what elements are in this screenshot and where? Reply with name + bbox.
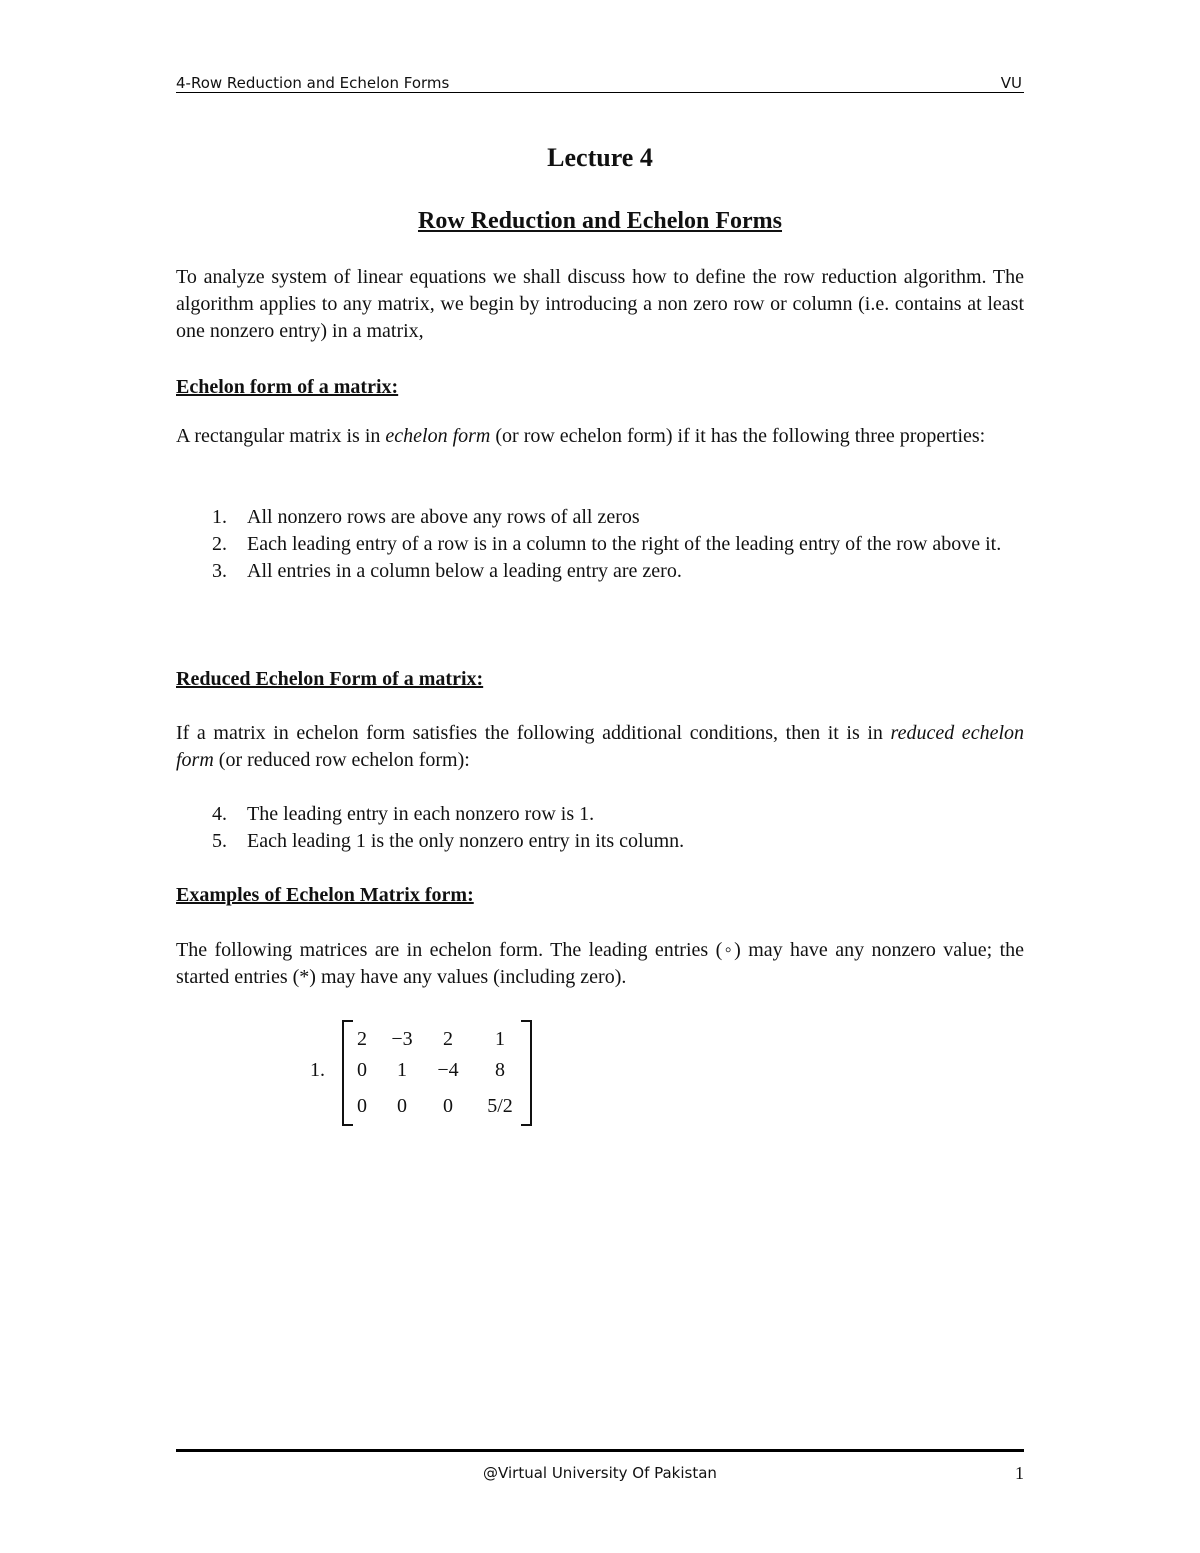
list-text: All entries in a column below a leading entry are zero. [247, 560, 682, 582]
header-vu: VU [1000, 74, 1022, 92]
echelon-lead-rest: (or row echelon form) if it has the following three properties: [490, 425, 986, 447]
echelon-lead-text: A rectangular matrix is in [176, 425, 386, 447]
list-number: 4. [212, 803, 227, 825]
list-text: Each leading entry of a row is in a column to the right of the leading entry of the row above it. [247, 533, 1002, 555]
reduced-conditions-list [176, 801, 1024, 855]
lecture-label: Lecture 4 [547, 143, 653, 172]
list-number: 2. [212, 533, 227, 555]
reduced-heading: Reduced Echelon Form of a matrix: [176, 668, 484, 690]
list-number: 1. [212, 506, 227, 528]
matrix-cell: 0 [397, 1095, 407, 1117]
echelon-term: echelon form [385, 425, 491, 447]
page-title: Row Reduction and Echelon Forms [417, 208, 783, 234]
matrix-cell: 8 [495, 1059, 505, 1081]
matrix-cell: 0 [357, 1059, 367, 1081]
list-item [176, 504, 1024, 531]
page-number: 1 [1015, 1463, 1024, 1483]
matrix-cell: 5/2 [487, 1095, 513, 1117]
list-text: The leading entry in each nonzero row is 1. [247, 803, 595, 825]
matrix-cell: 1 [495, 1028, 505, 1050]
echelon-heading: Echelon form of a matrix: [176, 376, 399, 398]
matrix-cell: −3 [391, 1028, 413, 1050]
matrix-cell: 1 [397, 1059, 407, 1081]
reduced-lead-rest: (or reduced row echelon form): [213, 749, 470, 771]
right-bracket [521, 1020, 532, 1126]
list-number: 5. [212, 830, 227, 852]
examples-heading: Examples of Echelon Matrix form: [176, 884, 474, 906]
header-title: 4-Row Reduction and Echelon Forms [176, 74, 450, 92]
reduced-lead-text: If a matrix in echelon form satisfies the following additional conditions, then it is in [176, 722, 891, 744]
list-text: All nonzero rows are above any rows of all zeros [247, 506, 640, 528]
matrix-cell: 0 [357, 1095, 367, 1117]
example-matrix [342, 1018, 532, 1126]
list-item [176, 558, 1024, 585]
matrix-cell: −4 [437, 1059, 459, 1081]
matrix-cell: 2 [357, 1028, 367, 1050]
footer-credit: @Virtual University Of Pakistan [483, 1464, 717, 1482]
echelon-definition [176, 423, 1024, 450]
list-item [176, 828, 1024, 855]
intro-paragraph: To analyze system of linear equations we shall discuss how to define the row reduction algorithm. The algorithm applies to any matrix, we begin by introducing a non zero row or column (i.e. contains at least one nonzero entry) in a matrix, [176, 266, 1024, 342]
footer-rule [176, 1449, 1024, 1452]
matrix-label: 1. [310, 1059, 325, 1081]
matrix-cell: 2 [443, 1028, 453, 1050]
reduced-term: reduced echelon form [176, 722, 1024, 771]
page-header [176, 74, 1024, 93]
matrix-cell: 0 [443, 1095, 453, 1117]
reduced-definition [176, 720, 1024, 774]
list-item [176, 531, 1024, 558]
examples-paragraph: The following matrices are in echelon form. The leading entries (◦) may have any nonzero value; the started entries (*) may have any values (including zero). [176, 939, 1024, 988]
list-item [176, 801, 1024, 828]
echelon-properties-list [176, 504, 1024, 585]
list-number: 3. [212, 560, 227, 582]
list-text: Each leading 1 is the only nonzero entry in its column. [247, 830, 685, 852]
